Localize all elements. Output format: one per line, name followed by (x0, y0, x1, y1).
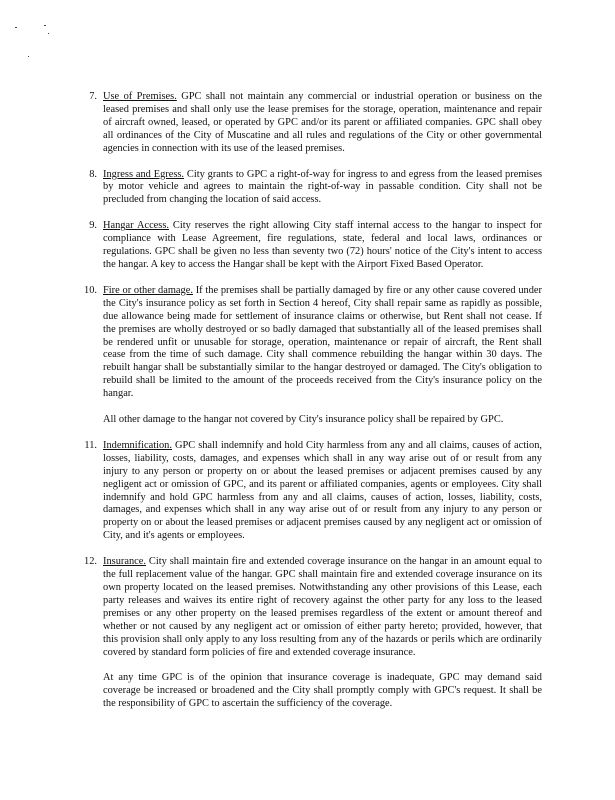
section-body: GPC shall not maintain any commercial or industrial operation or business on the leased premises and shall only use the lease premises for the storage, operation, maintenance and repair of aircraft owned, leased, or operated by GPC and/or its parent or affiliated companies. GPC shall obey all ordinances of the City of Muscatine and all rules and regulations of the City or other governmental agencies in connection with its use of the leased premises. (103, 91, 542, 154)
section-hangar-access (72, 220, 542, 272)
scan-artifact (48, 33, 49, 34)
section-number: 11. (84, 439, 97, 451)
section-body: City reserves the right allowing City staff internal access to the hangar to inspect for compliance with Lease Agreement, fire regulations, state, federal and local laws, ordinances or regulations. GPC shall be given no less than seventy two (72) hours' notice of the City's intent to access the hangar. A key to access the Hangar shall be kept with the Airport Fixed Based Operator. (103, 220, 542, 270)
section-number: 8. (89, 168, 97, 180)
section-number: 12. (84, 556, 97, 568)
section-title: Indemnification. (103, 439, 172, 451)
section-indemnification (72, 440, 542, 543)
section-title: Insurance. (103, 556, 146, 568)
section-body: City grants to GPC a right-of-way for ingress to and egress from the leased premises by motor vehicle and agrees to maintain the right-of-way in passable condition. City shall not be precluded from changing the location of said access. (103, 168, 542, 206)
section-number: 10. (84, 284, 97, 296)
section-title: Use of Premises. (103, 91, 177, 102)
section-number: 9. (89, 220, 97, 232)
document-page (72, 91, 542, 724)
section-fire-damage-extra: All other damage to the hangar not covered by City's insurance policy shall be repaired by GPC. (103, 414, 504, 426)
scan-artifact (44, 25, 46, 26)
section-number: 7. (89, 91, 97, 102)
section-fire-damage (72, 285, 542, 401)
scan-artifact (15, 27, 17, 28)
section-use-of-premises (72, 91, 542, 156)
section-ingress-egress (72, 169, 542, 208)
section-insurance (72, 556, 542, 659)
section-title: Ingress and Egress. (103, 168, 185, 180)
section-title: Fire or other damage. (103, 284, 193, 296)
section-title: Hangar Access. (103, 220, 169, 232)
section-body: If the premises shall be partially damaged by fire or any other cause covered under the City's insurance policy as set forth in Section 4 hereof, City shall repair same as rapidly as possible, due allowance being made for settlement of insurance claims or otherwise, but Rent shall not cease. If the premises are wholly destroyed or so badly damaged that substantially all of the leased premises shall be rendered unfit or unusable for storage, operation, maintenance or repair of aircraft, the Rent shall cease from the time of such damage. City shall commence rebuilding the hangar within 30 days. The rebuilt hangar shall be substantially similar to the hangar destroyed or damaged. The City's obligation to rebuild shall be limited to the amount of the proceeds received from the City's insurance policy on the hangar. (103, 284, 542, 400)
section-insurance-extra: At any time GPC is of the opinion that insurance coverage is inadequate, GPC may demand said coverage be increased or broadened and the City shall promptly comply with GPC's request. It shall be the responsibility of GPC to ascertain the sufficiency of the coverage. (103, 672, 542, 710)
section-body: City shall maintain fire and extended coverage insurance on the hangar in an amount equal to the full replacement value of the hangar. GPC shall maintain fire and extended coverage insurance on its own property located on the leased premises. Notwithstanding any other provisions of this Lease, each party releases and waives its entire right of recovery against the other party for any loss to the leased premises or any other property on the leased premises regardless of the extent or amount thereof and whether or not caused by any negligent act or omission of either party hereto; provided, however, that this provision shall only apply to any loss resulting from any of the hazards or perils which are ordinarily covered by standard form policies of fire and extended coverage insurance. (103, 556, 542, 658)
section-body: GPC shall indemnify and hold City harmless from any and all claims, causes of action, losses, liability, costs, damages, and expenses which shall in any way arise out of or result from any injury to any person or property on or about the leased premises or adjacent premises caused by any negligent act or omission of GPC, and its parent or affiliated companies, agents or employees. City shall indemnify and hold GPC harmless from any and all claims, causes of action, losses, liability, costs, damages, and expenses which shall in any way arise out of or result from any injury to any person or property on or about the leased premises or adjacent premises caused by any negligent act or omission of City, and it's agents or employees. (103, 439, 542, 542)
scan-artifact (28, 56, 29, 57)
